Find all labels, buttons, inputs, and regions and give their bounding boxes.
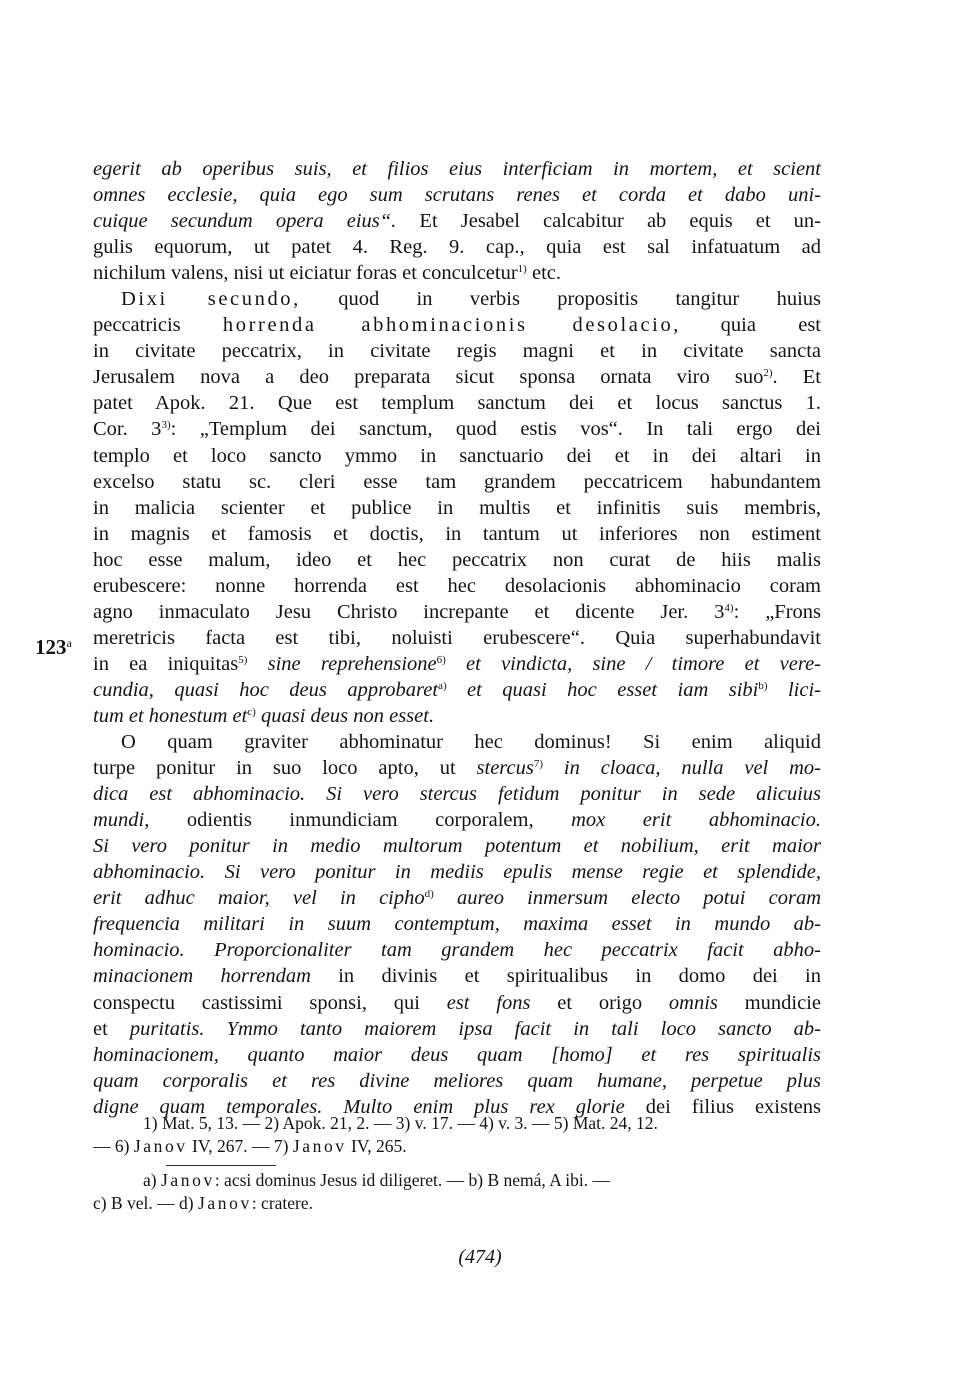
footnote-line: 1) Mat. 5, 13. — 2) Apok. 21, 2. — 3) v. 17. — 4) v. 3. — 5) Mat. 24, 12. <box>143 1113 658 1133</box>
text-line: in malicia scienter et publice in multis et infinitis suis membris, <box>93 496 821 519</box>
text-line: turpe ponitur in suo loco apto, ut stercus$^{7)}$ in cloaca, nulla vel mo- <box>93 757 821 780</box>
text-line: egerit ab operibus suis, et filios eius interficiam in mortem, et scient <box>93 158 821 180</box>
text-line: in civitate peccatrix, in civitate regis magni et in civitate sancta <box>93 340 821 363</box>
text-line: dica est abhominacio. Si vero stercus fetidum ponitur in sede alicuius <box>93 783 821 806</box>
text-line: Jerusalem nova a deo preparata sicut sponsa ornata viro suo$^{2)}$. Et <box>93 366 821 389</box>
footnote-line: — 6) Janov IV, 267. — 7) Janov IV, 265. <box>93 1136 407 1156</box>
text-line: peccatricis horrenda abhominacionis desolacio, quia est <box>93 314 822 337</box>
text-line: erubescere: nonne horrenda est hec desolacionis abhominacio coram <box>93 574 821 597</box>
margin-folio-number: 123$^a$ <box>35 635 72 659</box>
text-line: agno inmaculato Jesu Christo increpante et dicente Jer. 3$^{4)}$: „Frons <box>93 600 822 623</box>
text-line: meretricis facta est tibi, noluisti erubescere“. Quia superhabundavit <box>93 626 821 649</box>
text-line: minacionem horrendam in divinis et spiritualibus in domo dei in <box>93 965 822 988</box>
apparatus-line: a) Janov: acsi dominus Jesus id diligeret. — b) B nemá, A ibi. — <box>143 1170 610 1190</box>
text-line: omnes ecclesie, quia ego sum scrutans renes et corda et dabo uni- <box>93 184 821 207</box>
text-line: gulis equorum, ut patet 4. Reg. 9. cap., quia est sal infatuatum ad <box>93 236 821 259</box>
apparatus-line: c) B vel. — d) Janov: cratere. <box>93 1193 314 1213</box>
critical-apparatus <box>93 1169 821 1215</box>
text-line: excelso statu sc. cleri esse tam grandem peccatricem habundantem <box>93 470 821 493</box>
source-footnotes <box>93 1112 821 1158</box>
text-line: hoc esse malum, ideo et hec peccatrix non curat de hiis malis <box>93 548 821 571</box>
text-line: abhominacio. Si vero ponitur in mediis epulis mense regie et splendide, <box>93 861 821 884</box>
footnote-divider <box>166 1165 276 1166</box>
text-line: nichilum valens, nisi ut eiciatur foras et conculcetur$^{1)}$ etc. <box>93 262 561 285</box>
text-line: cuique secundum opera eius“. Et Jesabel calcabitur ab equis et un- <box>93 210 822 233</box>
text-line: templo et loco sancto ymmo in sanctuario dei et in dei altari in <box>93 444 821 467</box>
text-line: digne quam temporales. Multo enim plus rex glorie dei filius existens <box>93 1095 821 1118</box>
text-line: erit adhuc maior, vel in cipho$^{d)}$ aureo inmersum electo potui coram <box>93 887 821 910</box>
text-line: Dixi secundo, quod in verbis propositis tangitur huius <box>121 288 821 311</box>
page-number: (474) <box>458 1246 502 1268</box>
text-line: hominacio. Proporcionaliter tam grandem hec peccatrix facit abho- <box>93 939 821 962</box>
text-line: hominacionem, quanto maior deus quam [homo] et res spiritualis <box>93 1043 821 1066</box>
text-line: conspectu castissimi sponsi, qui est fons et origo omnis mundicie <box>93 991 821 1014</box>
text-line: mundi, odientis inmundiciam corporalem, mox erit abhominacio. <box>93 809 821 832</box>
text-line: in ea iniquitas$^{5)}$ sine reprehensione$^{6)}$ et vindicta, sine / timore et vere- <box>93 652 821 675</box>
text-line: in magnis et famosis et doctis, in tantum ut inferiores non estiment <box>93 522 821 545</box>
text-line: cundia, quasi hoc deus approbaret$^{a)}$ et quasi hoc esset iam sibi$^{b)}$ lici- <box>93 678 821 701</box>
text-line: et puritatis. Ymmo tanto maiorem ipsa facit in tali loco sancto ab- <box>93 1017 821 1040</box>
text-line: O quam graviter abhominatur hec dominus! Si enim aliquid <box>121 731 821 754</box>
text-line: tum et honestum $et^{c)}$ quasi deus non esset. <box>93 704 435 727</box>
body-text <box>93 156 821 1120</box>
text-line: Si vero ponitur in medio multorum potentum et nobilium, erit maior <box>93 835 821 858</box>
text-line: frequencia militari in suum contemptum, maxima esset in mundo ab- <box>93 913 821 936</box>
text-line: Cor. 3$^{3)}$: „Templum dei sanctum, quod estis vos“. In tali ergo dei <box>93 418 821 441</box>
text-line: patet Apok. 21. Que est templum sanctum dei et locus sanctus 1. <box>93 392 821 415</box>
text-line: quam corporalis et res divine meliores quam humane, perpetue plus <box>93 1069 821 1092</box>
